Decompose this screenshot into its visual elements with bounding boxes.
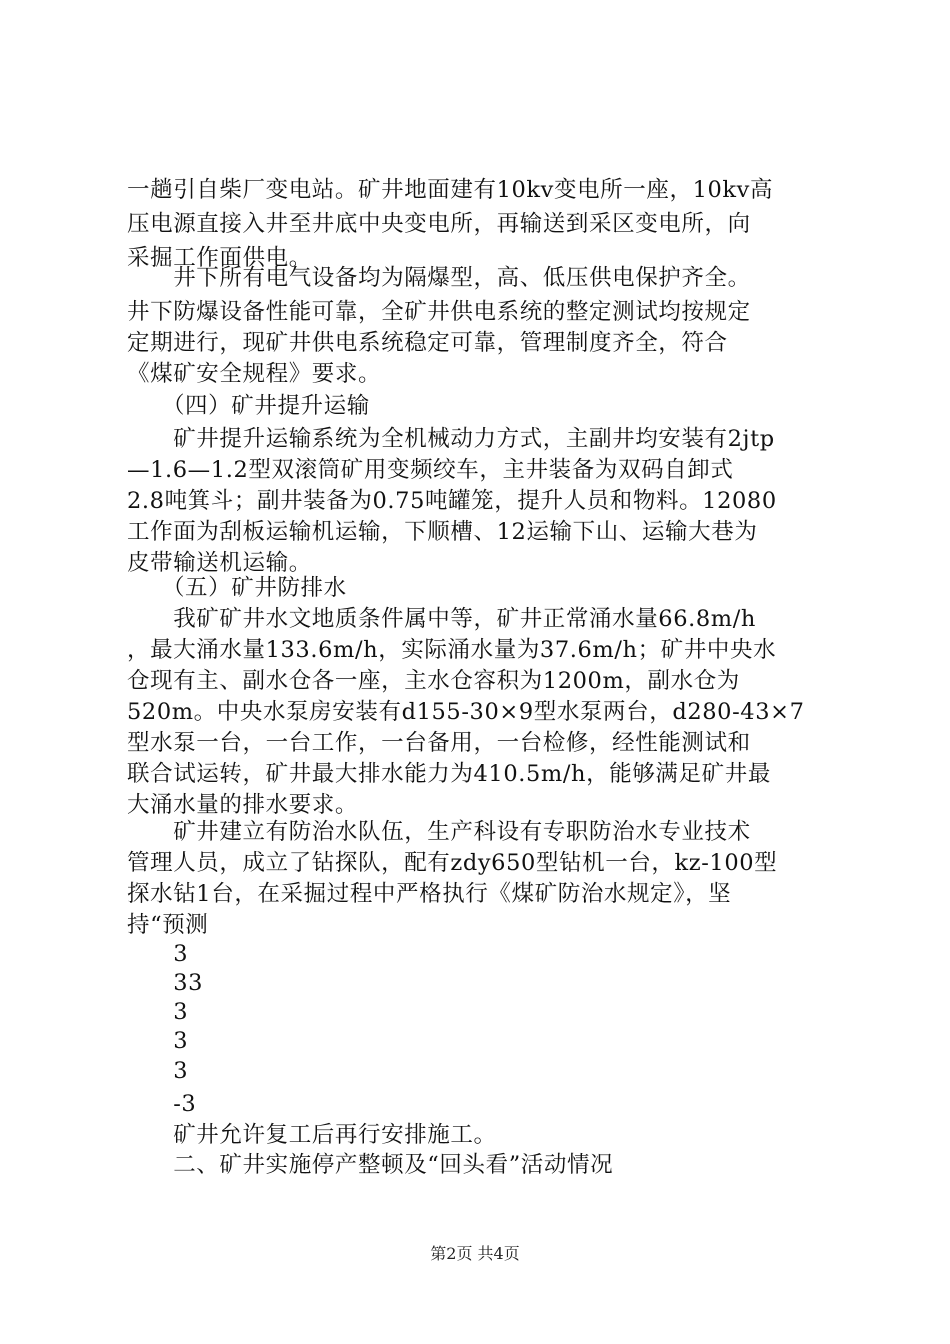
text-line: 型水泵一台，一台工作，一台备用，一台检修，经性能测试和	[127, 730, 751, 756]
text-line: 井下所有电气设备均为隔爆型，高、低压供电保护齐全。	[127, 265, 751, 291]
section-heading: （四）矿井提升运输	[127, 393, 370, 419]
text-line: 33	[127, 970, 204, 996]
text-line: 3	[127, 1028, 189, 1054]
text-line: 井下防爆设备性能可靠，全矿井供电系统的整定测试均按规定	[127, 299, 751, 325]
section-heading: 二、矿井实施停产整顿及“回头看”活动情况	[127, 1152, 614, 1178]
text-line: 定期进行，现矿井供电系统稳定可靠，管理制度齐全，符合	[127, 330, 728, 356]
text-line: —1.6—1.2型双滚筒矿用变频绞车，主井装备为双码自卸式	[127, 457, 734, 483]
text-line: 3	[127, 999, 189, 1025]
text-line: 《煤矿安全规程》要求。	[127, 361, 382, 387]
text-line: 管理人员，成立了钻探队，配有zdy650型钻机一台，kz-100型	[127, 850, 778, 876]
text-line: 一趟引自柴厂变电站。矿井地面建有10kv变电所一座，10kv高	[127, 177, 774, 203]
text-line: 持“预测	[127, 912, 209, 938]
text-line: 我矿矿井水文地质条件属中等，矿井正常涌水量66.8m/h	[127, 606, 757, 632]
text-line: 大涌水量的排水要求。	[127, 792, 359, 818]
text-line: 矿井提升运输系统为全机械动力方式，主副井均安装有2jtp	[127, 426, 775, 452]
text-line: ，最大涌水量133.6m/h，实际涌水量为37.6m/h；矿井中央水	[127, 637, 777, 663]
text-line: 矿井建立有防治水队伍，生产科设有专职防治水专业技术	[127, 819, 751, 845]
text-line: 工作面为刮板运输机运输，下顺槽、12运输下山、运输大巷为	[127, 519, 758, 545]
text-line: 采掘工作面供电。	[127, 245, 312, 271]
text-line: 仓现有主、副水仓各一座，主水仓容积为1200m，副水仓为	[127, 668, 740, 694]
text-line: 探水钻1台，在采掘过程中严格执行《煤矿防治水规定》，坚	[127, 881, 732, 907]
text-line: 520m。中央水泵房安装有d155-30×9型水泵两台，d280-43×7	[127, 699, 805, 725]
text-line: 联合试运转，矿井最大排水能力为410.5m/h，能够满足矿井最	[127, 761, 771, 787]
text-line: 2.8吨箕斗；副井装备为0.75吨罐笼，提升人员和物料。12080	[127, 488, 777, 514]
text-line: 皮带输送机运输。	[127, 550, 312, 576]
text-line: 矿井允许复工后再行安排施工。	[127, 1122, 497, 1148]
page-number-footer: 第2页 共4页	[430, 1244, 520, 1263]
section-heading: （五）矿井防排水	[127, 575, 347, 601]
text-line: 3	[127, 1058, 189, 1084]
text-line: -3	[127, 1091, 197, 1117]
text-line: 压电源直接入井至井底中央变电所，再输送到采区变电所，向	[127, 211, 751, 237]
text-line: 3	[127, 941, 189, 967]
